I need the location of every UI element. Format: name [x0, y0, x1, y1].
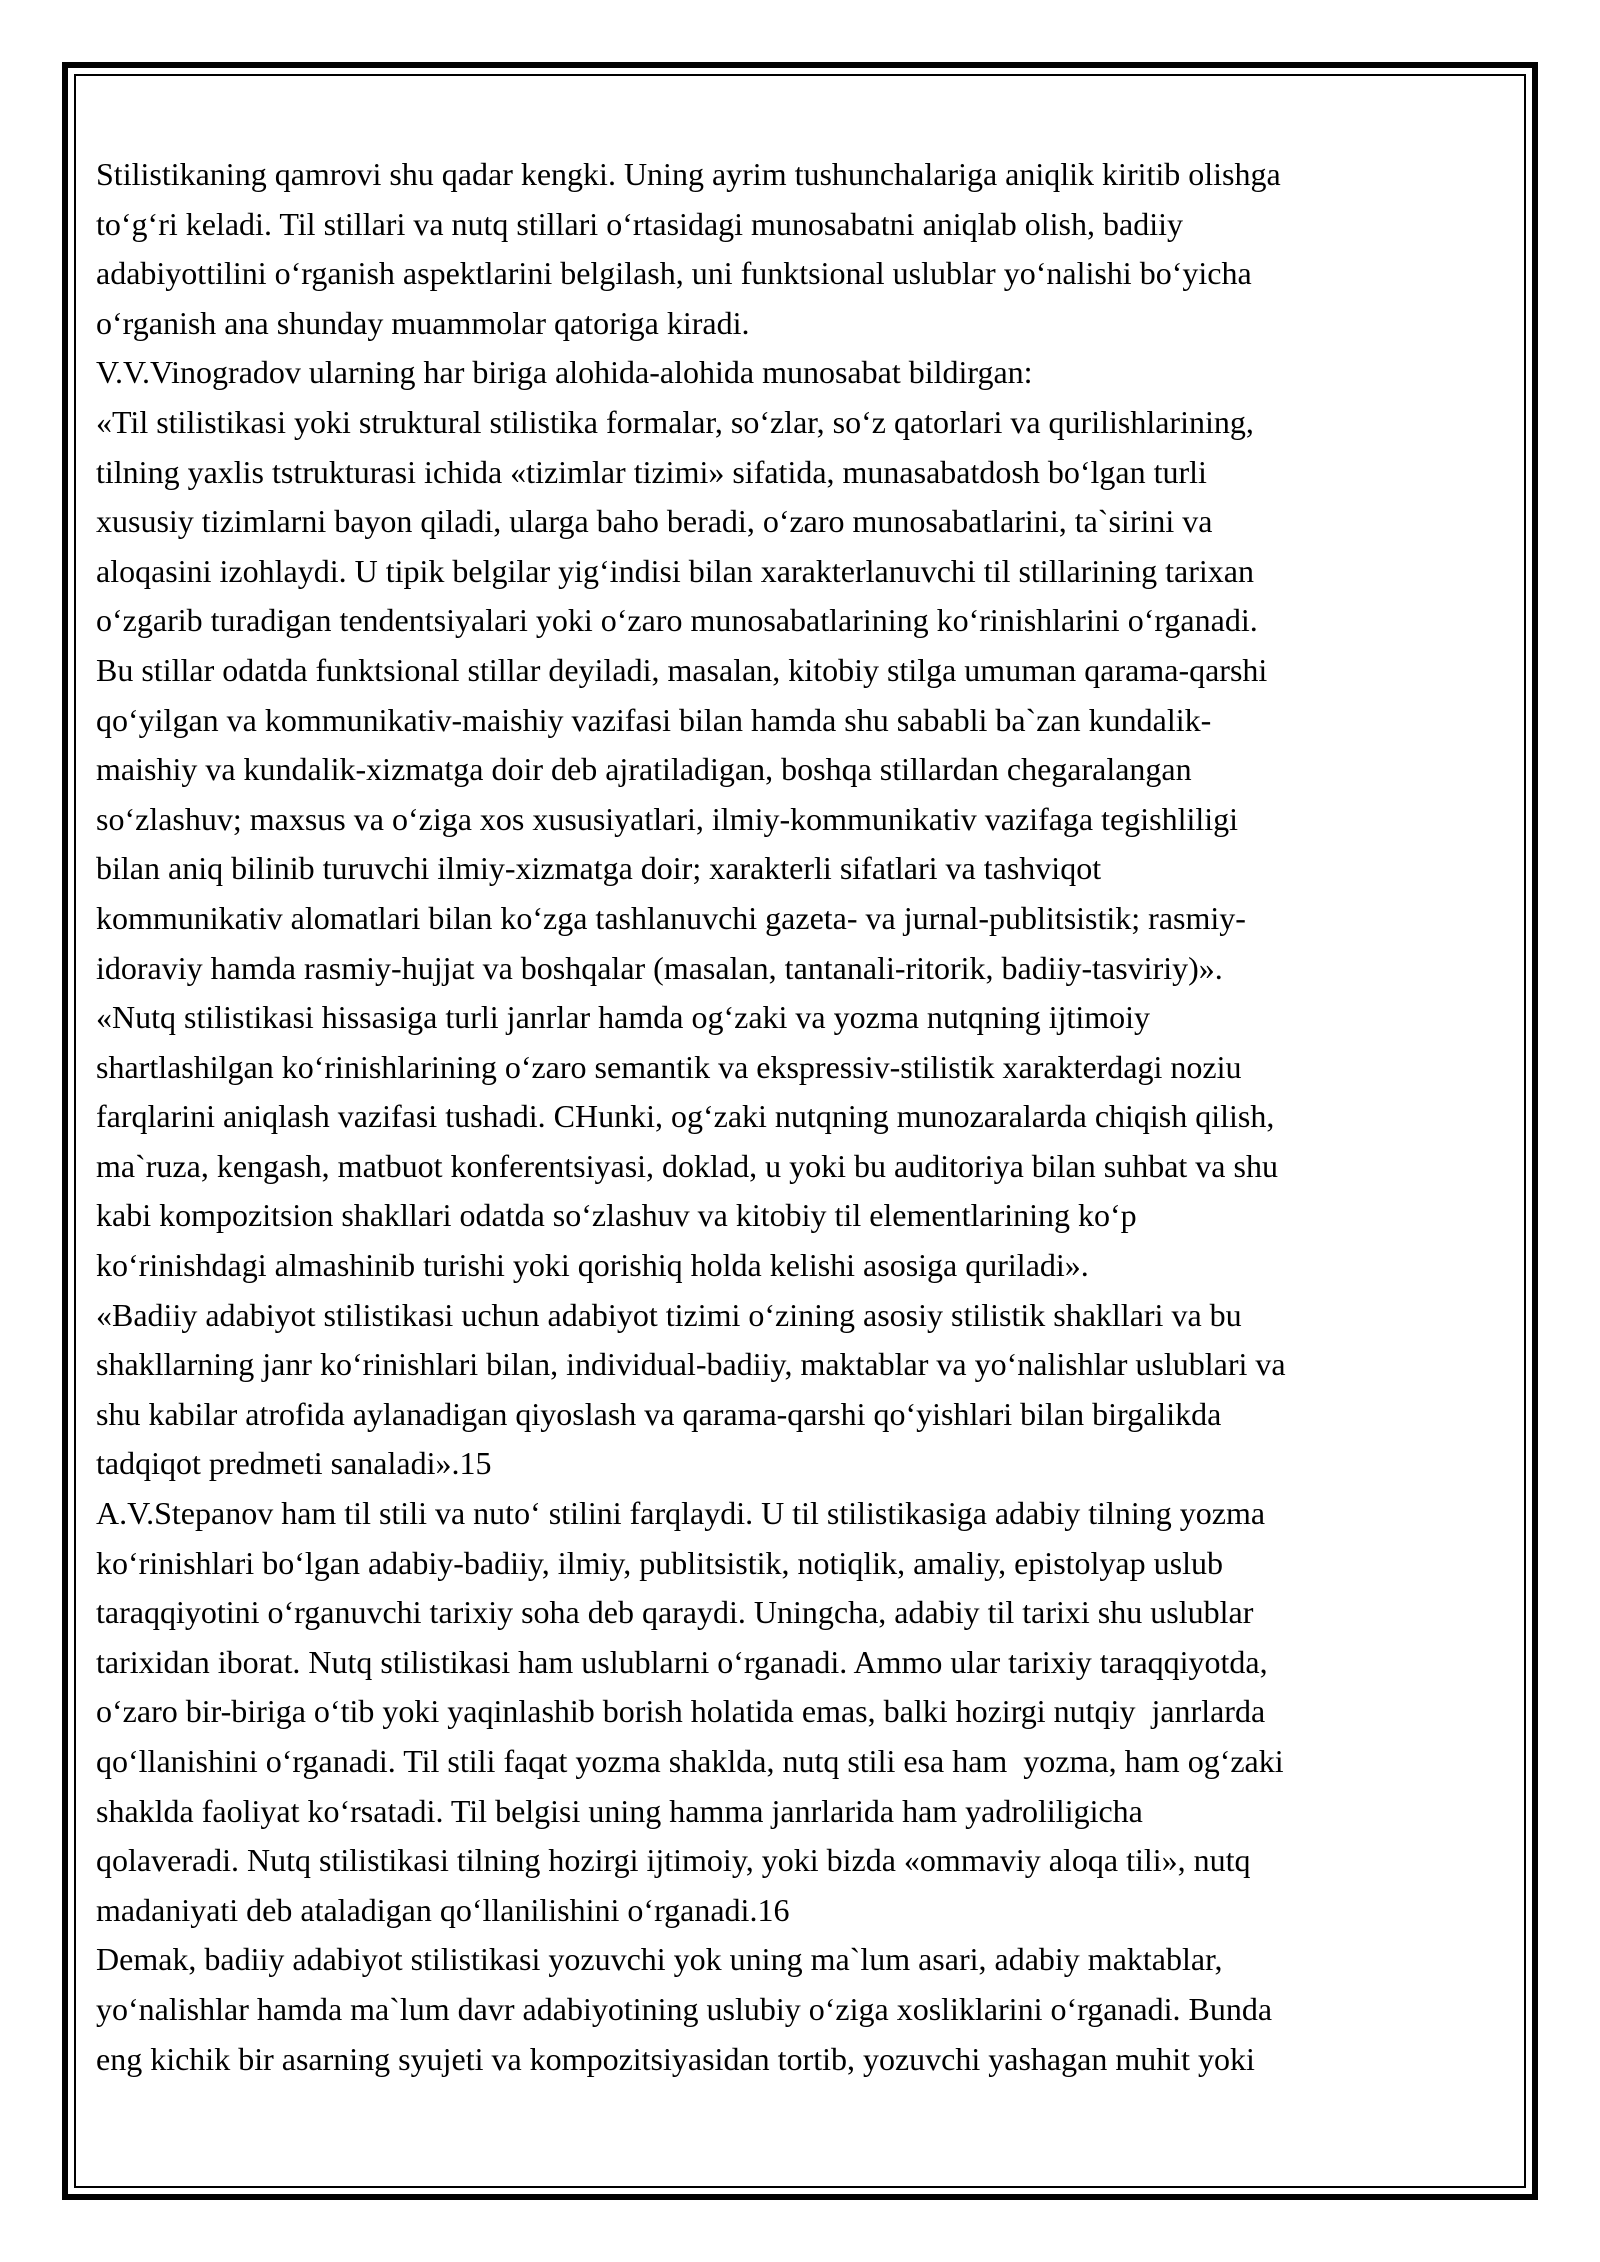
text-line: bilan aniq bilinib turuvchi ilmiy-xizmatga doir; xarakterli sifatlari va tashviqot	[96, 850, 1102, 887]
text-line: ko‘rinishlari bo‘lgan adabiy-badiiy, ilmiy, publitsistik, notiqlik, amaliy, epistolyap uslub	[96, 1544, 1223, 1581]
text-line: maishiy va kundalik-xizmatga doir deb ajratiladigan, boshqa stillardan chegaralangan	[96, 751, 1192, 788]
text-line: «Til stilistikasi yoki struktural stilistika formalar, so‘zlar, so‘z qatorlari va qurilishlarining,	[96, 403, 1254, 440]
text-line: taraqqiyotini o‘rganuvchi tarixiy soha deb qaraydi. Uningcha, adabiy til tarixi shu uslublar	[96, 1594, 1254, 1631]
text-line: shartlashilgan ko‘rinishlarining o‘zaro semantik va ekspressiv-stilistik xarakterdagi noziu	[96, 1048, 1242, 1085]
text-line: idoraviy hamda rasmiy-hujjat va boshqalar (masalan, tantanali-ritorik, badiiy-tasviriy)».	[96, 949, 1223, 986]
text-line: qolaveradi. Nutq stilistikasi tilning hozirgi ijtimoiy, yoki bizda «ommaviy aloqa tili», nutq	[96, 1842, 1251, 1879]
text-line: to‘g‘ri keladi. Til stillari va nutq stillari o‘rtasidagi munosabatni aniqlab olish, badiiy	[96, 205, 1183, 242]
text-line: A.V.Stepanov ham til stili va nuto‘ stilini farqlaydi. U til stilistikasiga adabiy tilning yozma	[96, 1495, 1266, 1532]
text-line: «Badiiy adabiyot stilistikasi uchun adabiyot tizimi o‘zining asosiy stilistik shakllari va bu	[96, 1296, 1242, 1333]
text-line: shaklda faoliyat ko‘rsatadi. Til belgisi uning hamma janrlarida ham yadroliligicha	[96, 1792, 1143, 1829]
text-line: yo‘nalishlar hamda ma`lum davr adabiyotining uslubiy o‘ziga xosliklarini o‘rganadi. Bunda	[96, 1990, 1273, 2027]
text-line: shakllarning janr ko‘rinishlari bilan, individual-badiiy, maktablar va yo‘nalishlar uslublari va	[96, 1346, 1286, 1383]
text-line: Stilistikaning qamrovi shu qadar kengki. Uning ayrim tushunchalariga aniqlik kiritib olishga	[96, 156, 1281, 192]
text-line: Demak, badiiy adabiyot stilistikasi yozuvchi yok uning ma`lum asari, adabiy maktablar,	[96, 1941, 1223, 1978]
text-line: so‘zlashuv; maxsus va o‘ziga xos xususiyatlari, ilmiy-kommunikativ vazifaga tegishliligi	[96, 800, 1239, 837]
text-line: kabi kompozitsion shakllari odatda so‘zlashuv va kitobiy til elementlarining ko‘p	[96, 1197, 1137, 1234]
text-line: «Nutq stilistikasi hissasiga turli janrlar hamda og‘zaki va yozma nutqning ijtimoiy	[96, 999, 1151, 1036]
text-line: kommunikativ alomatlari bilan ko‘zga tashlanuvchi gazeta- va jurnal-publitsistik; rasmiy-	[96, 899, 1246, 936]
text-line: shu kabilar atrofida aylanadigan qiyoslash va qarama-qarshi qo‘yishlari bilan birgalikda	[96, 1395, 1222, 1432]
text-line: qo‘yilgan va kommunikativ-maishiy vazifasi bilan hamda shu sababli ba`zan kundalik-	[96, 701, 1212, 738]
text-line: aloqasini izohlaydi. U tipik belgilar yig‘indisi bilan xarakterlanuvchi til stillarining tarixan	[96, 552, 1254, 589]
text-line: o‘zaro bir-biriga o‘tib yoki yaqinlashib borish holatida emas, balki hozirgi nutqiy janrlarda	[96, 1693, 1266, 1730]
text-line: o‘zgarib turadigan tendentsiyalari yoki o‘zaro munosabatlarining ko‘rinishlarini o‘rganadi.	[96, 602, 1258, 639]
text-line: Bu stillar odatda funktsional stillar deyiladi, masalan, kitobiy stilga umuman qarama-qarshi	[96, 651, 1268, 688]
text-line: o‘rganish ana shunday muammolar qatoriga kiradi.	[96, 304, 750, 341]
body-text	[96, 150, 1506, 2084]
text-line: ko‘rinishdagi almashinib turishi yoki qorishiq holda kelishi asosiga quriladi».	[96, 1247, 1089, 1284]
text-line: V.V.Vinogradov ularning har biriga alohida-alohida munosabat bildirgan:	[96, 354, 1033, 391]
text-line: ma`ruza, kengash, matbuot konferentsiyasi, doklad, u yoki bu auditoriya bilan suhbat va shu	[96, 1147, 1278, 1184]
text-line: adabiyottilini o‘rganish aspektlarini belgilash, uni funktsional uslublar yo‘nalishi bo‘yicha	[96, 255, 1252, 292]
text-line: madaniyati deb ataladigan qo‘llanilishini o‘rganadi.16	[96, 1891, 790, 1928]
text-line: qo‘llanishini o‘rganadi. Til stili faqat yozma shaklda, nutq stili esa ham yozma, ham og‘zaki	[96, 1743, 1284, 1779]
text-line: tilning yaxlis tstrukturasi ichida «tizimlar tizimi» sifatida, munasabatdosh bo‘lgan turli	[96, 453, 1207, 490]
text-line: tadqiqot predmeti sanaladi».15	[96, 1445, 492, 1482]
text-line: xususiy tizimlarni bayon qiladi, ularga baho beradi, o‘zaro munosabatlarini, ta`sirini va	[96, 503, 1213, 540]
text-line: tarixidan iborat. Nutq stilistikasi ham uslublarni o‘rganadi. Ammo ular tarixiy taraqqiyotda,	[96, 1643, 1268, 1680]
text-line: eng kichik bir asarning syujeti va kompozitsiyasidan tortib, yozuvchi yashagan muhit yoki	[96, 2040, 1255, 2077]
text-line: farqlarini aniqlash vazifasi tushadi. CHunki, og‘zaki nutqning munozaralarda chiqish qilish,	[96, 1098, 1275, 1135]
